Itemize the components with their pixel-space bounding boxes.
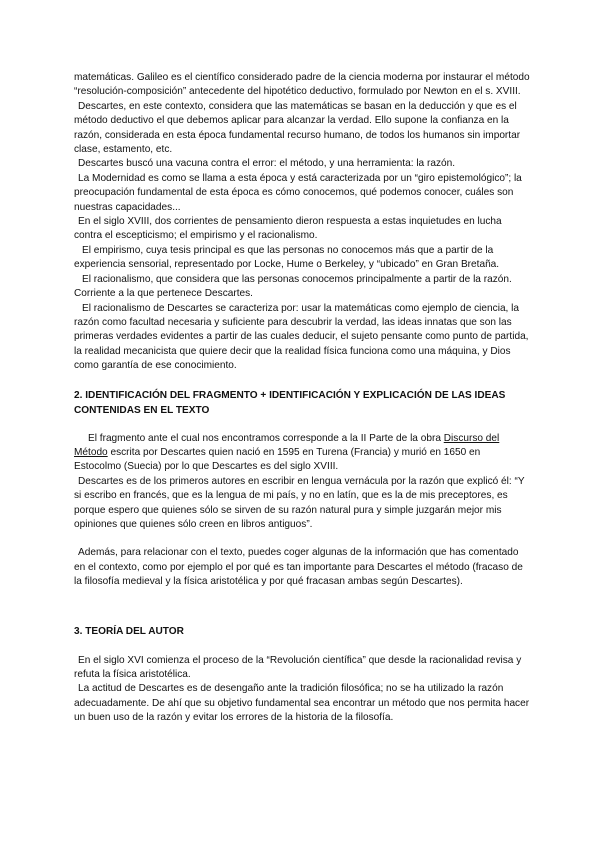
section-2-paragraph-1-end: escrita por Descartes quien nació en 1595 en Turena (Francia) y murió en 1650 en Estocolmo (Suecia) por lo que Descartes es del siglo XVIII.: [74, 446, 481, 473]
section-3-paragraph-2: La actitud de Descartes es de desengaño ante la tradición filosófica; no se ha utilizado la razón adecuadamente. De ahí que su objetivo fundamental sea encontrar un método que nos permita hacer un buen uso de la razón y evitar los errores de la historia de la filosofía.: [74, 683, 530, 724]
discurso-del-metodo-link[interactable]: Discurso del Método: [74, 432, 500, 458]
section-3-heading: 3. TEORÍA DEL AUTOR: [74, 625, 184, 637]
intro-paragraph-5: En el siglo XVIII, dos corrientes de pensamiento dieron respuesta a estas inquietudes en lucha contra el escepticismo; el empirismo y el racionalismo.: [74, 216, 502, 242]
section-2-paragraph-1-start: El fragmento ante el cual nos encontramos corresponde a la II Parte de la obra: [88, 432, 444, 444]
section-2-paragraph-3: Además, para relacionar con el texto, puedes coger algunas de la información que has comentado en el contexto, como por ejemplo el por qué es tan importante para Descartes el método (fracaso de la filosofía medieval y la física aristotélica y por qué fracasan ambas según Descartes).: [74, 547, 523, 588]
section-3-paragraph-1: En el siglo XVI comienza el proceso de la “Revolución científica” que desde la racionalidad revisa y refuta la física aristotélica.: [74, 654, 522, 680]
section-2-paragraph-1: [74, 432, 530, 475]
intro-paragraph-4: La Modernidad es como se llama a esta época y está caracterizada por un “giro epistemológico”; la preocupación fundamental de esta época es cómo conocemos, qué podemos conocer, cuáles son nuestras capacidades...: [74, 172, 522, 213]
intro-paragraph-6: El empirismo, cuya tesis principal es que las personas no conocemos más que a partir de la experiencia sensorial, representado por Locke, Hume o Berkeley, y “ubicado” en Gran Bretaña.: [74, 244, 500, 271]
section-2-heading: 2. IDENTIFICACIÓN DEL FRAGMENTO + IDENTIFICACIÓN Y EXPLICACIÓN DE LAS IDEAS CONTENIDAS EN EL TEXTO: [74, 389, 506, 416]
intro-paragraph-3: Descartes buscó una vacuna contra el error: el método, y una herramienta: la razón.: [78, 158, 456, 170]
section-2-paragraph-2: Descartes es de los primeros autores en escribir en lengua vernácula por la razón que explicó él: “Y si escribo en francés, que es la lengua de mi país, y no en latín, que es la de mis preceptores, es porque espero que quienes sólo se sirven de su razón natural pura y simple juzgarán mejor mis opiniones que quienes sólo creen en libros antiguos”.: [74, 475, 525, 530]
intro-paragraph-1: matemáticas. Galileo es el científico considerado padre de la ciencia moderna por instaurar el método “resolución-composición” antecedente del hipotético deductivo, formulado por Newton en el s. XVIII.: [74, 72, 530, 98]
intro-paragraph-7: El racionalismo, que considera que las personas conocemos principalmente a partir de la razón. Corriente a la que pertenece Descartes.: [74, 273, 512, 300]
intro-paragraph-2: Descartes, en este contexto, considera que las matemáticas se basan en la deducción y que es el método deductivo el que debemos aplicar para alcanzar la verdad. Ello supone la confianza en la razón, considerada en esta época fundamental recurso humano, de todos los humanos sin importar clase, estamento, etc.: [74, 100, 521, 156]
intro-paragraph-8: El racionalismo de Descartes se caracteriza por: usar la matemáticas como ejemplo de ciencia, la razón como facultad necesaria y suficiente para descubrir la verdad, las ideas innatas que son las primeras verdades evidentes a partir de las cuales deducir, el sujeto pensante como punto de partida, la realidad mecanicista que quiere decir que la realidad física funciona como una máquina, y Dios como garantía de ese conocimiento.: [74, 302, 529, 372]
